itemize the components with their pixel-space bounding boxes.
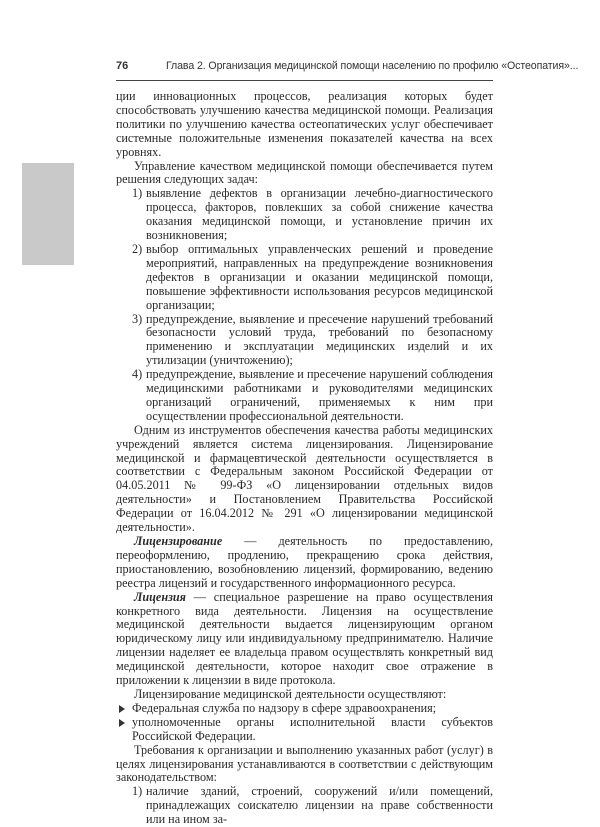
paragraph-licensing: Одним из инструментов обеспечения качества работы медицинских учреждений является система лицензирования. Лицензирование медицинской и фармацевтической деятельности осуществляется в соответствии с Федеральным законом Российской Федерации от 04.05.2011 № 99-ФЗ «О лицензировании отдельных видов деятельности» и Постановлением Правительства Российской Федерации от 16.04.2012 № 291 «О лицензировании медицинской деятельности». [116,422,493,535]
definition-license: Лицензия — специальное разрешение на право осуществления конкретного вида деятельности. Лицензия на осуществление медицинской деятельности выдается лицензирующим органом юридическому лицу или индивидуальному предпринимателю. Наличие лицензии наделяет ее владельца правом осуществлять конкретный вид медицинской деятельности, которое находит свое отражение в приложении к лицензии в виде протокола. [116,589,493,688]
tasks-list [116,187,493,423]
triangle-bullet-icon [119,719,125,727]
chapter-side-tab [22,163,74,265]
list-item: 3) предупреждение, выявление и пресечение нарушений требований безопасности условий труда, требований по безопасному применению и эксплуатации медицинских изделий и их утилизации (уничтожению); [132,311,493,368]
list-item: Федеральная служба по надзору в сфере здравоохранения; [116,702,493,716]
page-number: 76 [116,60,129,72]
list-item: уполномоченные органы исполнительной власти субъектов Российской Федерации. [116,716,493,744]
list-item: 4) предупреждение, выявление и пресечение нарушений соблюдения медицинскими работниками и руководителями медицинских организаций ограничений, применяемых к ним при осуществлении профессиональной деятельности. [132,367,493,423]
bodies-list [116,702,493,744]
chapter-title: Глава 2. Организация медицинской помощи населению по профилю «Остеопатия»... [166,60,579,72]
triangle-bullet-icon [119,705,125,713]
body-text [116,90,493,827]
list-item: 1) выявление дефектов в организации лечебно-диагностического процесса, факторов, повлекших за собой снижение качества оказания медицинской помощи, и установление причин их возникновения; [132,186,493,243]
term-license: Лицензия [134,589,186,604]
definition-licensing: Лицензирование — деятельность по предоставлению, переоформлению, продлению, прекращению срока действия, приостановлению, возобновлению лицензий, формированию, ведению реестра лицензий и государственного информационного ресурса. [116,534,493,590]
paragraph-bodies-intro: Лицензирование медицинской деятельности осуществляют: [134,686,447,701]
paragraph-tasks-intro: Управление качеством медицинской помощи обеспечивается путем решения следующих задач: [116,158,493,187]
list-item: 1) наличие зданий, строений, сооружений и/или помещений, принадлежащих соискателю лицензии на праве собственности или на ином за- [132,784,493,827]
paragraph-requirements-intro: Требования к организации и выполнению указанных работ (услуг) в целях лицензирования устанавливаются в соответствии с действующим законодательством: [116,742,493,785]
running-header [116,60,579,82]
requirements-list [116,785,493,827]
term-licensing: Лицензирование [134,534,223,548]
list-item: 2) выбор оптимальных управленческих решений и проведение мероприятий, направленных на предупреждение возникновения дефектов в организации и оказании медицинской помощи, повышение эффективности использования ресурсов медицинской организации; [132,241,493,312]
paragraph-intro: ции инновационных процессов, реализация которых будет способствовать улучшению качества медицинской помощи. Реализация политики по улучшению качества остеопатических услуг обеспечивает системные положительные изменения показателей качества на всех уровнях. [116,89,493,159]
header-rule [116,80,493,81]
